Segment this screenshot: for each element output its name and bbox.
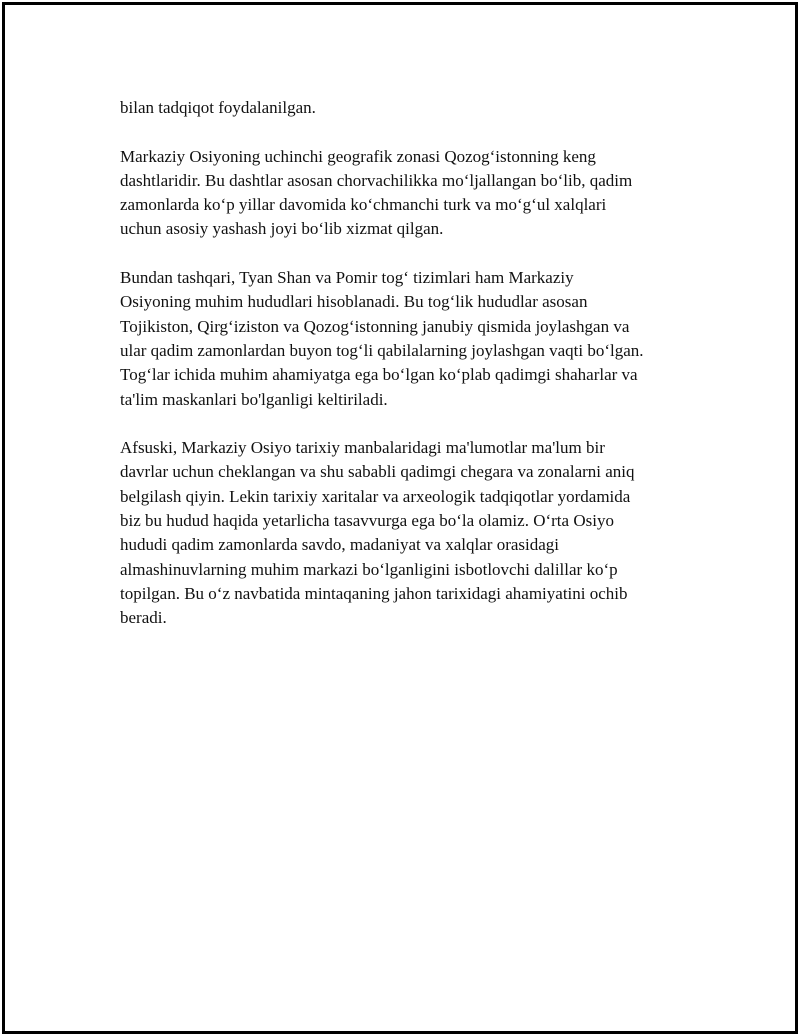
paragraph-3: Bundan tashqari, Tyan Shan va Pomir tog‘ tizimlari ham Markaziy Osiyoning muhim hududlari hisoblanadi. Bu tog‘lik hududlar asosan Tojikiston, Qirg‘iziston va Qozog‘istonning janubiy qismida joylashgan va ular qadim zamonlardan buyon tog‘li qabilalarning joylashgan vaqti bo‘lgan. Tog‘lar ichida muhim ahamiyatga ega bo‘lgan ko‘plab qadimgi shaharlar va ta'lim maskanlari bo'lganligi keltiriladi.	[120, 268, 644, 409]
paragraph-1: bilan tadqiqot foydalanilgan.	[120, 98, 316, 117]
page-frame	[2, 2, 798, 1034]
paragraph-4: Afsuski, Markaziy Osiyo tarixiy manbalaridagi ma'lumotlar ma'lum bir davrlar uchun cheklangan va shu sababli qadimgi chegara va zonalarni aniq belgilash qiyin. Lekin tarixiy xaritalar va arxeologik tadqiqotlar yordamida biz bu hudud haqida yetarlicha tasavvurga ega bo‘la olamiz. O‘rta Osiyo hududi qadim zamonlarda savdo, madaniyat va xalqlar orasidagi almashinuvlarning muhim markazi bo‘lganligini isbotlovchi dalillar ko‘p topilgan. Bu o‘z navbatida mintaqaning jahon tarixidagi ahamiyatini ochib beradi.	[120, 438, 635, 628]
document-body	[120, 96, 700, 655]
paragraph-2: Markaziy Osiyoning uchinchi geografik zonasi Qozog‘istonning keng dashtlaridir. Bu dashtlar asosan chorvachilikka mo‘ljallangan bo‘lib, qadim zamonlarda ko‘p yillar davomida ko‘chmanchi turk va mo‘g‘ul xalqlari uchun asosiy yashash joyi bo‘lib xizmat qilgan.	[120, 146, 633, 239]
